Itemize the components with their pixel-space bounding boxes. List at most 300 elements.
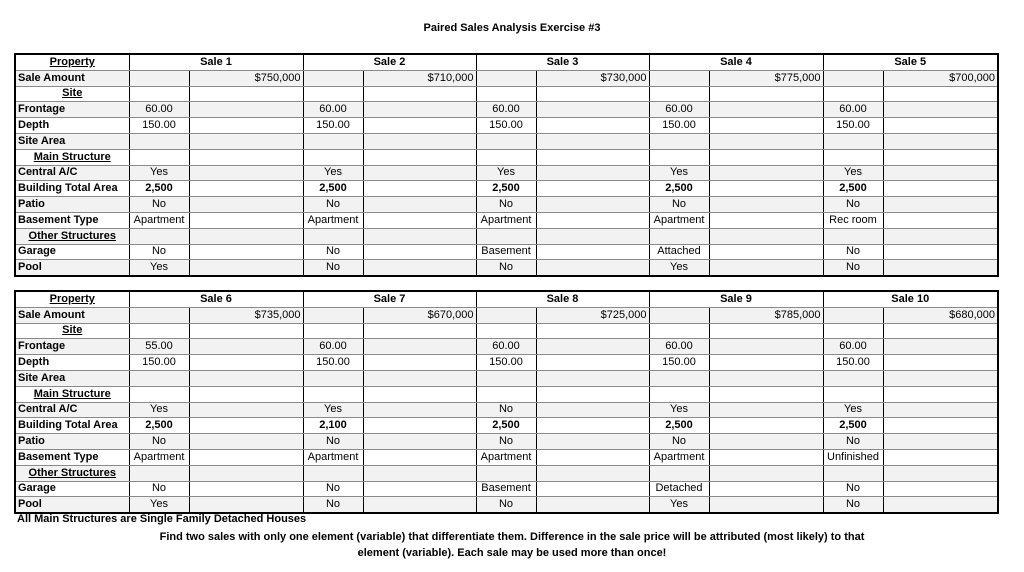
sale-cell-empty [709,402,823,418]
row-label-site: Site [15,86,129,102]
sale-cell-empty [709,481,823,497]
sale-cell-empty [883,86,998,102]
sale-cell-empty [189,339,303,355]
sale-cell-empty [883,149,998,165]
sale-cell-empty [883,497,998,513]
sale-cell-empty [536,197,649,213]
sale-cell-empty [189,165,303,181]
sale-cell-empty [129,370,189,386]
sale-cell-empty [536,465,649,481]
sale-cell-empty [883,434,998,450]
sale-cell-empty [709,228,823,244]
sale-cell-empty [363,355,476,371]
sale-cell-empty [823,149,883,165]
row-label-site-area: Site Area [15,133,129,149]
sale-cell-empty [129,70,189,86]
sales-table-body [15,291,998,513]
sale-cell-empty [476,228,536,244]
structure-note: All Main Structures are Single Family Detached Houses [17,513,307,525]
sale-pool: Yes [129,497,189,513]
sale-cell-empty [189,212,303,228]
sale-cell-empty [189,244,303,260]
sale-frontage: 55.00 [129,339,189,355]
table-row [15,212,998,228]
table-row [15,165,998,181]
sale-cell-empty [363,323,476,339]
sale-cell-empty [363,102,476,118]
sale-cell-empty [709,118,823,134]
instruction-line: Find two sales with only one element (variable) that differentiate them. Difference in the sale price will be attributed (most likely) to that [159,531,865,543]
sale-cell-empty [709,212,823,228]
sale-pool: No [476,497,536,513]
sale-cell-empty [883,323,998,339]
row-label-site-area: Site Area [15,370,129,386]
sale-cell-empty [476,386,536,402]
sale-cell-empty [709,370,823,386]
table-row [15,434,998,450]
sale-cell-empty [536,102,649,118]
sale-depth: 150.00 [129,355,189,371]
sale-cell-empty [189,133,303,149]
sale-central-ac: Yes [823,402,883,418]
sale-cell-empty [883,212,998,228]
sale-cell-empty [303,370,363,386]
sale-building-area: 2,500 [303,181,363,197]
sale-cell-empty [363,370,476,386]
sale-cell-empty [536,418,649,434]
sale-cell-empty [303,149,363,165]
sale-cell-empty [303,133,363,149]
sale-cell-empty [649,386,709,402]
sale-cell-empty [476,86,536,102]
sale-cell-empty [189,197,303,213]
table-row [15,118,998,134]
row-label-main-structure: Main Structure [15,386,129,402]
sale-cell-empty [883,133,998,149]
sale-cell-empty [476,133,536,149]
sale-cell-empty [649,133,709,149]
sale-patio: No [303,197,363,213]
sale-depth: 150.00 [303,118,363,134]
sale-garage: No [823,481,883,497]
sale-frontage: 60.00 [476,102,536,118]
row-label-property: Property [15,54,129,70]
sale-cell-empty [363,497,476,513]
sale-amount: $735,000 [189,307,303,323]
sale-pool: Yes [649,260,709,276]
sale-cell-empty [883,339,998,355]
table-row [15,481,998,497]
sale-cell-empty [363,386,476,402]
sale-cell-empty [476,70,536,86]
table-row [15,133,998,149]
sale-cell-empty [129,86,189,102]
sale-header: Sale 9 [649,291,823,307]
sale-cell-empty [536,212,649,228]
table-row [15,323,998,339]
sale-patio: No [303,434,363,450]
sale-cell-empty [363,449,476,465]
row-label-other-structures: Other Structures [15,465,129,481]
table-row [15,197,998,213]
sale-depth: 150.00 [823,355,883,371]
sale-cell-empty [536,497,649,513]
sale-patio: No [476,197,536,213]
sale-basement: Apartment [303,212,363,228]
sales-table-body [15,54,998,276]
sale-basement: Apartment [476,449,536,465]
sale-basement: Apartment [129,449,189,465]
row-label-central-a-c: Central A/C [15,402,129,418]
row-label-central-a-c: Central A/C [15,165,129,181]
sale-amount: $710,000 [363,70,476,86]
row-label-frontage: Frontage [15,339,129,355]
sale-cell-empty [476,307,536,323]
row-label-garage: Garage [15,481,129,497]
sale-cell-empty [536,260,649,276]
sale-header: Sale 3 [476,54,649,70]
sale-frontage: 60.00 [129,102,189,118]
sale-cell-empty [709,386,823,402]
sale-cell-empty [129,386,189,402]
sale-cell-empty [363,181,476,197]
sale-cell-empty [189,449,303,465]
sale-garage: No [129,481,189,497]
sale-cell-empty [536,165,649,181]
sale-cell-empty [883,449,998,465]
sale-cell-empty [883,481,998,497]
table-row [15,86,998,102]
sale-cell-empty [189,402,303,418]
row-label-patio: Patio [15,197,129,213]
sale-cell-empty [189,418,303,434]
row-label-main-structure: Main Structure [15,149,129,165]
sale-building-area: 2,500 [649,418,709,434]
sale-cell-empty [823,70,883,86]
sale-basement: Unfinished [823,449,883,465]
table-row [15,102,998,118]
row-label-site: Site [15,323,129,339]
sale-cell-empty [363,244,476,260]
sale-cell-empty [129,228,189,244]
sale-amount: $680,000 [883,307,998,323]
sale-cell-empty [536,386,649,402]
sale-cell-empty [823,386,883,402]
sale-cell-empty [536,86,649,102]
sale-depth: 150.00 [303,355,363,371]
sale-garage: No [303,481,363,497]
sale-cell-empty [649,323,709,339]
sale-header: Sale 1 [129,54,303,70]
sale-cell-empty [823,86,883,102]
sale-cell-empty [363,149,476,165]
sale-cell-empty [189,181,303,197]
sale-amount: $775,000 [709,70,823,86]
sale-cell-empty [363,402,476,418]
sale-cell-empty [709,133,823,149]
sale-cell-empty [363,418,476,434]
sale-central-ac: Yes [129,402,189,418]
sale-cell-empty [189,323,303,339]
sale-cell-empty [129,465,189,481]
instruction-line: element (variable). Each sale may be used more than once! [357,547,667,559]
sale-cell-empty [363,165,476,181]
sale-cell-empty [649,86,709,102]
row-label-pool: Pool [15,497,129,513]
sale-amount: $725,000 [536,307,649,323]
sale-frontage: 60.00 [649,339,709,355]
sale-patio: No [823,197,883,213]
sale-depth: 150.00 [823,118,883,134]
sale-cell-empty [476,465,536,481]
sale-basement: Apartment [303,449,363,465]
table-row [15,386,998,402]
row-label-property: Property [15,291,129,307]
sale-amount: $785,000 [709,307,823,323]
sale-cell-empty [189,86,303,102]
table-row [15,370,998,386]
sale-cell-empty [709,323,823,339]
sale-pool: No [823,260,883,276]
sale-header: Sale 8 [476,291,649,307]
sale-cell-empty [883,102,998,118]
sale-cell-empty [536,402,649,418]
sale-frontage: 60.00 [823,339,883,355]
sale-cell-empty [709,355,823,371]
sale-cell-empty [883,197,998,213]
sale-cell-empty [709,86,823,102]
sale-garage: Detached [649,481,709,497]
sale-cell-empty [536,370,649,386]
row-label-sale-amount: Sale Amount [15,70,129,86]
sale-cell-empty [476,370,536,386]
sale-cell-empty [536,355,649,371]
sale-basement: Apartment [476,212,536,228]
sale-building-area: 2,500 [129,181,189,197]
sale-cell-empty [709,244,823,260]
sale-cell-empty [536,149,649,165]
sale-cell-empty [823,133,883,149]
sale-cell-empty [709,260,823,276]
sale-pool: No [476,260,536,276]
sale-cell-empty [709,497,823,513]
sale-garage: No [303,244,363,260]
sale-cell-empty [649,149,709,165]
sale-basement: Rec room [823,212,883,228]
sale-header: Sale 7 [303,291,476,307]
sale-cell-empty [883,118,998,134]
sale-pool: No [303,497,363,513]
sale-cell-empty [363,133,476,149]
sale-patio: No [649,197,709,213]
sale-central-ac: Yes [649,165,709,181]
row-label-depth: Depth [15,118,129,134]
sale-cell-empty [709,102,823,118]
sale-depth: 150.00 [649,355,709,371]
sale-cell-empty [883,465,998,481]
sale-pool: No [303,260,363,276]
sale-frontage: 60.00 [823,102,883,118]
sale-cell-empty [303,465,363,481]
table-row [15,181,998,197]
sale-cell-empty [129,323,189,339]
sale-amount: $750,000 [189,70,303,86]
sale-cell-empty [363,86,476,102]
sale-central-ac: Yes [823,165,883,181]
table-row [15,54,998,70]
sale-cell-empty [536,181,649,197]
sale-cell-empty [303,323,363,339]
sale-cell-empty [363,212,476,228]
sale-cell-empty [883,244,998,260]
sale-garage: No [823,244,883,260]
sale-cell-empty [363,260,476,276]
sale-cell-empty [189,260,303,276]
sale-building-area: 2,100 [303,418,363,434]
sale-cell-empty [189,149,303,165]
sale-cell-empty [709,339,823,355]
sale-cell-empty [129,307,189,323]
sale-cell-empty [536,323,649,339]
sale-cell-empty [709,449,823,465]
sale-cell-empty [363,339,476,355]
table-row [15,449,998,465]
sale-cell-empty [476,149,536,165]
sale-cell-empty [649,307,709,323]
sale-cell-empty [823,465,883,481]
sale-cell-empty [189,370,303,386]
row-label-garage: Garage [15,244,129,260]
sale-garage: Basement [476,244,536,260]
sale-frontage: 60.00 [649,102,709,118]
sales-table-1 [14,53,999,277]
sale-header: Sale 2 [303,54,476,70]
table-row [15,244,998,260]
sale-cell-empty [189,465,303,481]
sale-frontage: 60.00 [303,102,363,118]
sale-cell-empty [363,197,476,213]
sale-amount: $670,000 [363,307,476,323]
sale-cell-empty [189,118,303,134]
sale-cell-empty [536,244,649,260]
sale-basement: Apartment [129,212,189,228]
sale-amount: $730,000 [536,70,649,86]
sale-cell-empty [303,228,363,244]
sale-cell-empty [363,465,476,481]
sale-basement: Apartment [649,449,709,465]
page-title: Paired Sales Analysis Exercise #3 [423,22,601,34]
sale-pool: Yes [649,497,709,513]
sale-cell-empty [883,370,998,386]
sale-cell-empty [883,165,998,181]
sale-cell-empty [649,465,709,481]
sale-cell-empty [536,228,649,244]
sale-central-ac: Yes [649,402,709,418]
sale-cell-empty [189,386,303,402]
sale-garage: No [129,244,189,260]
sale-cell-empty [883,260,998,276]
sale-central-ac: Yes [476,165,536,181]
row-label-building-total-area: Building Total Area [15,181,129,197]
sale-cell-empty [709,418,823,434]
row-label-sale-amount: Sale Amount [15,307,129,323]
sale-cell-empty [883,418,998,434]
sale-central-ac: No [476,402,536,418]
sale-cell-empty [883,386,998,402]
sale-garage: Basement [476,481,536,497]
sale-cell-empty [189,497,303,513]
sale-cell-empty [709,149,823,165]
sale-frontage: 60.00 [303,339,363,355]
sale-patio: No [129,434,189,450]
sale-cell-empty [189,228,303,244]
table-row [15,260,998,276]
sale-garage: Attached [649,244,709,260]
sale-cell-empty [709,165,823,181]
sale-cell-empty [129,149,189,165]
table-row [15,418,998,434]
sale-header: Sale 5 [823,54,998,70]
sale-cell-empty [363,434,476,450]
sale-cell-empty [823,307,883,323]
sale-amount: $700,000 [883,70,998,86]
sale-pool: No [823,497,883,513]
sales-table-2 [14,290,999,514]
sale-patio: No [823,434,883,450]
sale-building-area: 2,500 [823,181,883,197]
sale-cell-empty [883,228,998,244]
sale-frontage: 60.00 [476,339,536,355]
sale-cell-empty [189,481,303,497]
sale-cell-empty [709,434,823,450]
table-row [15,497,998,513]
sale-cell-empty [476,323,536,339]
sale-basement: Apartment [649,212,709,228]
sale-depth: 150.00 [476,118,536,134]
sale-patio: No [129,197,189,213]
sale-cell-empty [536,481,649,497]
sale-cell-empty [303,70,363,86]
sale-depth: 150.00 [129,118,189,134]
table-row [15,228,998,244]
sale-header: Sale 10 [823,291,998,307]
sale-cell-empty [303,307,363,323]
sale-cell-empty [303,386,363,402]
instructions [0,529,1024,561]
sale-header: Sale 4 [649,54,823,70]
sale-patio: No [649,434,709,450]
row-label-pool: Pool [15,260,129,276]
sale-cell-empty [129,133,189,149]
table-row [15,339,998,355]
row-label-basement-type: Basement Type [15,449,129,465]
sale-cell-empty [536,449,649,465]
sale-cell-empty [709,465,823,481]
sale-building-area: 2,500 [476,181,536,197]
sale-cell-empty [709,181,823,197]
sale-cell-empty [649,370,709,386]
row-label-other-structures: Other Structures [15,228,129,244]
sale-cell-empty [536,434,649,450]
row-label-basement-type: Basement Type [15,212,129,228]
sale-depth: 150.00 [649,118,709,134]
sale-patio: No [476,434,536,450]
row-label-patio: Patio [15,434,129,450]
sale-cell-empty [536,339,649,355]
sale-cell-empty [363,228,476,244]
sale-central-ac: Yes [303,165,363,181]
sale-building-area: 2,500 [823,418,883,434]
